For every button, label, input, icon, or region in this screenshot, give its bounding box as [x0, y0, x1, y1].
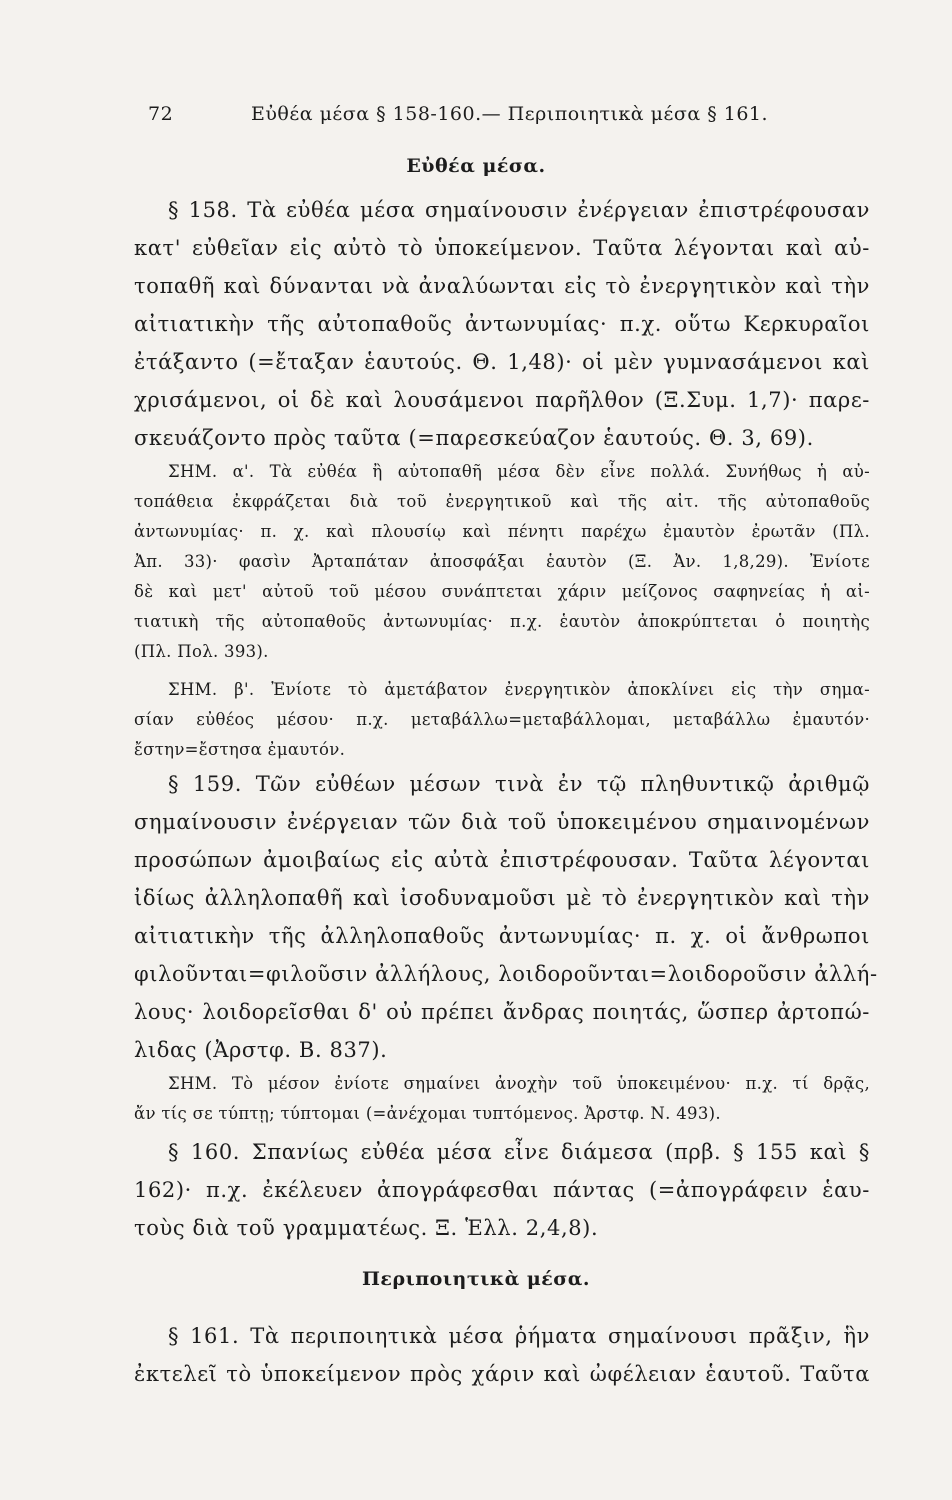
- note-a-line: τιατικὴ τῆς αὐτοπαθοῦς ἀντωνυμίας· π.χ. ἑαυτὸν ἀποκρύπτεται ὁ ποιητὴς: [134, 612, 870, 631]
- paragraph-160-line: 162)· π.χ. ἐκέλευεν ἀπογράφεσθαι πάντας (=ἀπογράφειν ἑαυ-: [134, 1178, 870, 1202]
- paragraph-159-line: ἰδίως ἀλληλοπαθῆ καὶ ἰσοδυναμοῦσι μὲ τὸ ἐνεργητικὸν καὶ τὴν: [134, 886, 870, 910]
- running-title: Εὐθέα μέσα § 158-160.— Περιποιητικὰ μέσα § 161.: [251, 103, 769, 125]
- paragraph-158-line: τοπαθῆ καὶ δύνανται νὰ ἀναλύωνται εἰς τὸ ἐνεργητικὸν καὶ τὴν: [134, 274, 870, 298]
- paragraph-158-line: αἰτιατικὴν τῆς αὐτοπαθοῦς ἀντωνυμίας· π.χ. οὕτω Κερκυραῖοι: [134, 312, 870, 336]
- note-a-line: ΣΗΜ. α'. Τὰ εὐθέα ἢ αὐτοπαθῆ μέσα δὲν εἶνε πολλά. Συνήθως ἡ αὐ-: [168, 462, 870, 481]
- paragraph-158-line: § 158. Τὰ εὐθέα μέσα σημαίνουσιν ἐνέργειαν ἐπιστρέφουσαν: [168, 198, 870, 222]
- section-heading-direct-middle: Εὐθέα μέσα.: [406, 155, 546, 177]
- paragraph-161-line: § 161. Τὰ περιποιητικὰ μέσα ῥήματα σημαίνουσι πρᾶξιν, ἣν: [168, 1324, 870, 1348]
- note-c-line: ἄν τίς σε τύπτῃ; τύπτομαι (=ἀνέχομαι τυπτόμενος. Ἀρστφ. Ν. 493).: [134, 1104, 721, 1123]
- paragraph-160-line: § 160. Σπανίως εὐθέα μέσα εἶνε διάμεσα (πρβ. § 155 καὶ §: [168, 1140, 870, 1164]
- section-heading-beneficiary-middle: Περιποιητικὰ μέσα.: [361, 1268, 591, 1290]
- paragraph-159-line: φιλοῦνται=φιλοῦσιν ἀλλήλους, λοιδοροῦνται=λοιδοροῦσιν ἀλλή-: [134, 962, 878, 986]
- paragraph-158-line: χρισάμενοι, οἱ δὲ καὶ λουσάμενοι παρῆλθον (Ξ.Συμ. 1,7)· παρε-: [134, 388, 870, 412]
- paragraph-159-line: § 159. Τῶν εὐθέων μέσων τινὰ ἐν τῷ πληθυντικῷ ἀριθμῷ: [168, 772, 870, 796]
- paragraph-159-line: λους· λοιδορεῖσθαι δ' οὐ πρέπει ἄνδρας ποιητάς, ὥσπερ ἀρτοπώ-: [134, 1000, 870, 1024]
- paragraph-158-line: κατ' εὐθεῖαν εἰς αὐτὸ τὸ ὑποκείμενον. Ταῦτα λέγονται καὶ αὐ-: [134, 236, 870, 260]
- note-b-line: σίαν εὐθέος μέσου· π.χ. μεταβάλλω=μεταβάλλομαι, μεταβάλλω ἐμαυτόν·: [134, 710, 870, 729]
- page-number: 72: [148, 103, 174, 125]
- note-a-line: ἀντωνυμίας· π. χ. καὶ πλουσίῳ καὶ πένητι παρέχω ἐμαυτὸν ἐρωτᾶν (Πλ.: [134, 522, 870, 541]
- paragraph-158-line: σκευάζοντο πρὸς ταῦτα (=παρεσκεύαζον ἑαυτούς. Θ. 3, 69).: [134, 426, 814, 450]
- note-a-line: δὲ καὶ μετ' αὐτοῦ τοῦ μέσου συνάπτεται χάριν μείζονος σαφηνείας ἡ αἰ-: [134, 582, 870, 601]
- paragraph-161-line: ἐκτελεῖ τὸ ὑποκείμενον πρὸς χάριν καὶ ὠφέλειαν ἑαυτοῦ. Ταῦτα: [134, 1362, 870, 1386]
- note-c-line: ΣΗΜ. Τὸ μέσον ἐνίοτε σημαίνει ἀνοχὴν τοῦ ὑποκειμένου· π.χ. τί δρᾷς,: [168, 1074, 870, 1093]
- paragraph-159-line: αἰτιατικὴν τῆς ἀλληλοπαθοῦς ἀντωνυμίας· π. χ. οἱ ἄνθρωποι: [134, 924, 870, 948]
- paragraph-159-line: λιδας (Ἀρστφ. Β. 837).: [134, 1038, 388, 1062]
- note-a-line: τοπάθεια ἐκφράζεται διὰ τοῦ ἐνεργητικοῦ καὶ τῆς αἰτ. τῆς αὐτοπαθοῦς: [134, 492, 870, 511]
- note-a-line: Ἀπ. 33)· φασὶν Ἀρταπάταν ἀποσφάξαι ἑαυτὸν (Ξ. Ἀν. 1,8,29). Ἐνίοτε: [134, 552, 870, 571]
- paragraph-159-line: προσώπων ἀμοιβαίως εἰς αὐτὰ ἐπιστρέφουσαν. Ταῦτα λέγονται: [134, 848, 870, 872]
- paragraph-160-line: τοὺς διὰ τοῦ γραμματέως. Ξ. Ἑλλ. 2,4,8).: [134, 1216, 599, 1240]
- paragraph-159-line: σημαίνουσιν ἐνέργειαν τῶν διὰ τοῦ ὑποκειμένου σημαινομένων: [134, 810, 870, 834]
- paragraph-158-line: ἐτάξαντο (=ἔταξαν ἑαυτούς. Θ. 1,48)· οἱ μὲν γυμνασάμενοι καὶ: [134, 350, 870, 374]
- note-a-line: (Πλ. Πολ. 393).: [134, 642, 269, 661]
- note-b-line: ἔστην=ἔστησα ἐμαυτόν.: [134, 740, 346, 759]
- note-b-line: ΣΗΜ. β'. Ἐνίοτε τὸ ἀμετάβατον ἐνεργητικὸν ἀποκλίνει εἰς τὴν σημα-: [168, 680, 870, 699]
